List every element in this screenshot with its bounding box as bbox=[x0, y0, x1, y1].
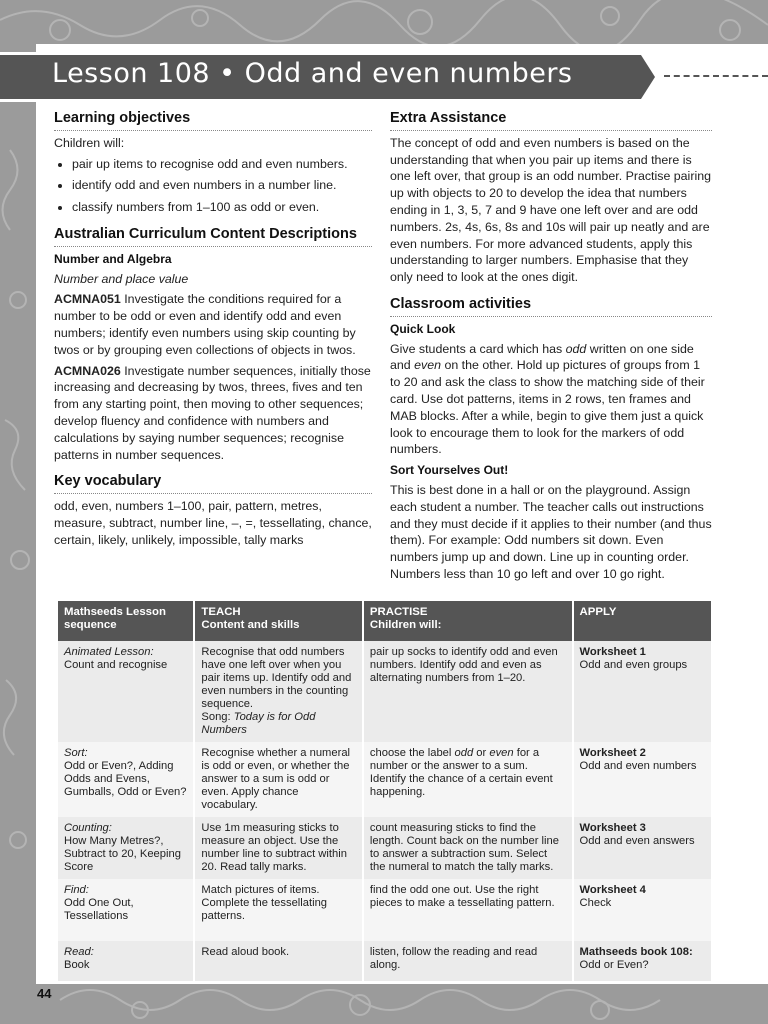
song-label: Song: bbox=[201, 711, 234, 723]
table-row bbox=[58, 941, 711, 981]
extra-assistance-section bbox=[390, 110, 712, 286]
text-run-italic: even bbox=[489, 747, 514, 759]
worksheet-title: Worksheet 1 bbox=[579, 646, 646, 658]
header-teach-label: TEACH bbox=[201, 606, 241, 618]
apply-cell bbox=[574, 941, 711, 981]
extra-assistance-heading: Extra Assistance bbox=[390, 110, 712, 131]
extra-assistance-text: The concept of odd and even numbers is based on the understanding that when you pair up items and there is one left over, that group is an odd number. Practise pairing up with objects to 20 to develop the idea that numbers ending in 1, 3, 5, 7 and 9 have one left over and are odd numbers. 2s, 4s, 6s, 8s and 10s will pair up neatly and are even numbers. For more advanced students, apply this understanding to larger numbers. Emphasise that they only need to look at the ones digit. bbox=[390, 135, 711, 285]
text-run: or bbox=[473, 747, 490, 759]
curriculum-text: Investigate the conditions required for a number to be odd or even and identify odd and even numbers; identify even numbers using skip counting by twos or by grouping even collections of objects in twos. bbox=[54, 292, 356, 357]
key-vocabulary-heading: Key vocabulary bbox=[54, 473, 372, 494]
worksheet-name: Check bbox=[579, 897, 612, 909]
sequence-name: Count and recognise bbox=[64, 659, 168, 671]
right-column bbox=[390, 110, 712, 593]
header-apply: APPLY bbox=[574, 601, 711, 641]
classroom-activities-section bbox=[390, 296, 712, 583]
teach-cell: Match pictures of items. Complete the tessellating patterns. bbox=[195, 879, 362, 941]
key-vocabulary-text: odd, even, numbers 1–100, pair, pattern, metres, measure, subtract, number line, –, =, tessellating, chance, certain, likely, unlikely, impossible, tally marks bbox=[54, 499, 372, 547]
text-run: choose the label bbox=[369, 747, 455, 759]
apply-cell bbox=[574, 817, 711, 879]
sequence-type: Read: bbox=[64, 946, 94, 958]
text-run: Give students a card which has bbox=[390, 341, 566, 356]
sequence-cell bbox=[58, 817, 193, 879]
quick-look-title: Quick Look bbox=[390, 321, 456, 336]
learning-objectives-section bbox=[54, 110, 372, 216]
sequence-name: Book bbox=[64, 959, 90, 971]
worksheet-name: Odd and even answers bbox=[579, 835, 695, 847]
text-run-italic: even bbox=[414, 358, 441, 373]
sequence-cell bbox=[58, 742, 193, 817]
teach-cell: Use 1m measuring sticks to measure an object. Use the number line to subtract within 20. Read tally marks. bbox=[195, 817, 362, 879]
sequence-type: Animated Lesson: bbox=[64, 646, 154, 658]
practise-cell bbox=[364, 742, 572, 817]
left-column bbox=[54, 110, 372, 559]
text-run: on the other. Hold up pictures of groups from 1 to 20 and ask the class to show the matching side of their card. Use dot patterns, items in 2 rows, ten frames and MAB blocks. After a while, begin to give them just a quick look to encourage them to look for the markers of odd numbers. bbox=[390, 358, 705, 457]
curriculum-item bbox=[54, 363, 372, 464]
sort-yourselves-out-text: This is best done in a hall or on the playground. Assign each student a number. The teacher calls out instructions and they must decide if it applies to their number (and thus them). For example: Odd numbers sit down. Even numbers jump up and down. Line up in counting order. Numbers less than 10 go left and over 10 go right. bbox=[390, 482, 712, 581]
learning-objectives-heading: Learning objectives bbox=[54, 110, 372, 131]
key-vocabulary-section bbox=[54, 473, 372, 548]
page-number: 44 bbox=[37, 986, 52, 1001]
curriculum-code: ACMNA026 bbox=[54, 363, 121, 378]
sequence-name: How Many Metres?, Subtract to 20, Keeping Score bbox=[64, 835, 181, 873]
worksheet-name: Odd and even groups bbox=[579, 659, 688, 671]
apply-cell bbox=[574, 641, 711, 742]
worksheet-title: Mathseeds book 108: bbox=[579, 946, 693, 958]
classroom-activities-heading: Classroom activities bbox=[390, 296, 712, 317]
worksheet-title: Worksheet 4 bbox=[579, 884, 646, 896]
sequence-name: Odd One Out, Tessellations bbox=[64, 897, 134, 922]
objective-item: • classify numbers from 1–100 as odd or even. bbox=[72, 199, 372, 216]
header-sequence: Mathseeds Lesson sequence bbox=[58, 601, 193, 641]
objective-item: • pair up items to recognise odd and even numbers. bbox=[72, 156, 372, 173]
practise-cell: pair up socks to identify odd and even numbers. Identify odd and even as alternating numbers from 1–20. bbox=[364, 641, 572, 742]
quick-look-text bbox=[390, 341, 712, 459]
header-practise-sub: Children will: bbox=[369, 619, 442, 631]
sequence-name: Odd or Even?, Adding Odds and Evens, Gumballs, Odd or Even? bbox=[64, 760, 187, 798]
apply-cell bbox=[574, 879, 711, 941]
objectives-list bbox=[54, 156, 372, 216]
teach-cell: Recognise whether a numeral is odd or even, or whether the answer to a sum is odd or even. Apply chance vocabulary. bbox=[195, 742, 362, 817]
worksheet-title: Worksheet 3 bbox=[579, 822, 646, 834]
sequence-cell bbox=[58, 641, 193, 742]
worksheet-title: Worksheet 2 bbox=[579, 747, 646, 759]
header-practise bbox=[364, 601, 572, 641]
practise-cell: count measuring sticks to find the length. Count back on the number line to answer a subtraction sum. Select the numeral to match the tally marks. bbox=[364, 817, 572, 879]
sort-yourselves-out-title: Sort Yourselves Out! bbox=[390, 463, 509, 478]
table-row bbox=[58, 641, 711, 742]
teach-cell bbox=[195, 641, 362, 742]
sequence-cell bbox=[58, 879, 193, 941]
lesson-sequence-table bbox=[56, 601, 713, 981]
worksheet-name: Odd or Even? bbox=[579, 959, 649, 971]
curriculum-heading: Australian Curriculum Content Descriptions bbox=[54, 226, 372, 247]
song-title: Today is for Odd Numbers bbox=[201, 711, 316, 736]
curriculum-section bbox=[54, 226, 372, 463]
sequence-type: Find: bbox=[64, 884, 89, 896]
table-row bbox=[58, 817, 711, 879]
banner-dashed-line bbox=[664, 75, 768, 77]
header-teach bbox=[195, 601, 362, 641]
text-run: written on one side and bbox=[390, 341, 694, 373]
curriculum-substrand: Number and place value bbox=[54, 271, 189, 286]
practise-cell: listen, follow the reading and read along. bbox=[364, 941, 572, 981]
header-practise-label: PRACTISE bbox=[369, 606, 428, 618]
curriculum-text: Investigate number sequences, initially those increasing and decreasing by twos, threes, fives and ten from any starting point, then moving to other sequences; develop fluency and confidence with numbers and calculations by saying number sequences; recognise patterns in number sequences. bbox=[54, 363, 371, 462]
apply-cell bbox=[574, 742, 711, 817]
teach-text: Recognise that odd numbers have one left over when you pair items up. Identify odd and even numbers in the counting sequence. bbox=[201, 646, 352, 710]
sequence-cell bbox=[58, 941, 193, 981]
objectives-intro: Children will: bbox=[54, 135, 125, 150]
text-run-italic: odd bbox=[454, 747, 474, 759]
sequence-type: Counting: bbox=[64, 822, 112, 834]
sequence-type: Sort: bbox=[64, 747, 88, 759]
curriculum-item bbox=[54, 291, 372, 358]
curriculum-code: ACMNA051 bbox=[54, 292, 121, 307]
practise-cell: find the odd one out. Use the right pieces to make a tessellating pattern. bbox=[364, 879, 572, 941]
curriculum-strand: Number and Algebra bbox=[54, 251, 172, 266]
table-row bbox=[58, 742, 711, 817]
teach-cell: Read aloud book. bbox=[195, 941, 362, 981]
worksheet-name: Odd and even numbers bbox=[579, 760, 697, 772]
table-row bbox=[58, 879, 711, 941]
text-run: for a number or the answer to a sum. Identify the chance of a certain event happening. bbox=[369, 747, 553, 798]
objective-item: • identify odd and even numbers in a number line. bbox=[72, 177, 372, 194]
page-title: Lesson 108 • Odd and even numbers bbox=[52, 58, 573, 89]
header-teach-sub: Content and skills bbox=[201, 619, 300, 631]
table-header-row bbox=[58, 601, 711, 641]
text-run-italic: odd bbox=[565, 341, 587, 356]
